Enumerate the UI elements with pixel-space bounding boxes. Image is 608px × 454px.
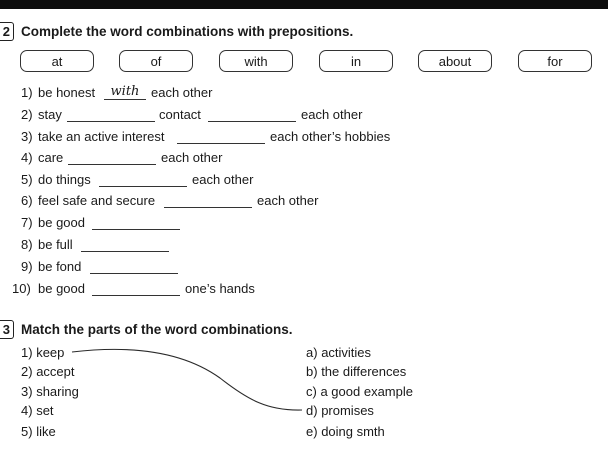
match-right-item[interactable]: c) a good example [306,384,413,399]
match-right-item[interactable]: b) the differences [306,364,407,379]
match-left-item[interactable]: 1) keep [21,345,65,360]
exercise-3-number: 3 [0,320,14,339]
handwritten-answer: with [110,84,140,99]
match-right-item[interactable]: e) doing smth [306,424,385,439]
exercise-2-number: 2 [0,22,14,41]
preposition-chip-about: about [418,50,492,72]
preposition-chip-for: for [518,50,592,72]
preposition-chip-at: at [20,50,94,72]
match-left-item[interactable]: 4) set [21,403,54,418]
match-left-item[interactable]: 3) sharing [21,384,79,399]
preposition-chip-with: with [219,50,293,72]
exercise-2-title: Complete the word combinations with prepositions. [21,24,354,39]
preposition-chip-in: in [319,50,393,72]
exercise-3-title: Match the parts of the word combinations. [21,322,293,337]
match-right-item[interactable]: d) promises [306,403,374,418]
match-right-item[interactable]: a) activities [306,345,372,360]
match-left-item[interactable]: 5) like [21,424,56,439]
preposition-chip-of: of [119,50,193,72]
match-left-item[interactable]: 2) accept [21,364,75,379]
match-connector-line [72,349,302,410]
